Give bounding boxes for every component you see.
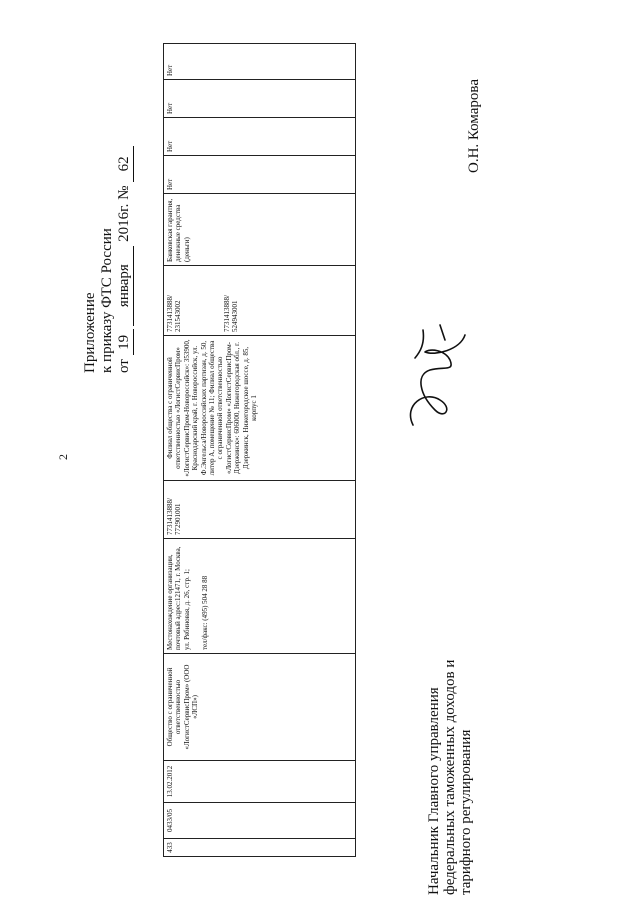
- cell-inn-kpp: 7731413888/ 772901001: [164, 481, 356, 539]
- location-address: Местонахождение организации, почтовый адрес:121471, г. Москва, ул. Рябиновая, д. 26, стр. 1;: [166, 546, 191, 650]
- cell-flag-3: Нет: [164, 80, 356, 118]
- cell-org-name: Общество с ограниченной ответственностью «ЛогистСервисПром» (ООО «ЛСП»): [164, 654, 356, 761]
- signatory-name: О.Н. Комарова: [466, 79, 482, 173]
- appendix-day: 19: [116, 329, 134, 355]
- appendix-month: января: [116, 246, 134, 326]
- branch-inn-kpp-1: 7731413888/ 231543002: [166, 295, 183, 332]
- cell-location: [164, 539, 356, 654]
- cell-flag-1: Нет: [164, 156, 356, 194]
- appendix-order: к приказу ФТС России: [99, 228, 115, 373]
- spacer: [183, 269, 223, 332]
- cell-security: Банковская гарантия, денежные средства (деньги): [164, 194, 356, 266]
- handwritten-signature: [395, 320, 475, 430]
- signatory-title: Начальник Главного управления федеральных таможенных доходов и тарифного регулирования: [426, 659, 474, 895]
- table-row: [164, 44, 356, 857]
- cell-branch-inn-kpp: [164, 266, 356, 336]
- appendix-date-line: [116, 73, 134, 373]
- cell-flag-4: Нет: [164, 44, 356, 80]
- cell-branches: Филиал общества с ограниченной ответственностью «ЛогистСервисПром» «ЛогистСервисПром-Новороссийск»: 353900, Краснодарский край, г. Новороссийск, ул. Ф.Энгельса/Новороссийских партизан, д. 50, литер А, помещение № 11; Филиал общества с ограниченной ответственностью «ЛогистСервисПром» «ЛогистСервисПром-Дзержинск»: 606000, Нижегородская обл., г. Дзержинск, Нижегородское шоссе, д. 85, корпус 1: [164, 336, 356, 481]
- appendix-year: 2016г.: [116, 203, 132, 242]
- appendix-number: 62: [116, 146, 134, 182]
- appendix-header: [82, 73, 134, 373]
- cell-reg-no: 433: [164, 839, 356, 857]
- location-phone: тел/факс: (495) 504 28 88: [201, 575, 210, 650]
- cell-date: 13.02.2012: [164, 761, 356, 803]
- spacer: [191, 542, 201, 650]
- cell-flag-2: Нет: [164, 118, 356, 156]
- appendix-title: Приложение: [82, 292, 98, 373]
- appendix-from: от: [116, 359, 132, 373]
- registry-table: [163, 43, 356, 857]
- page-number: 2: [56, 454, 70, 460]
- appendix-number-sign: №: [116, 185, 132, 200]
- cell-record-no: 0433/05: [164, 803, 356, 839]
- branch-inn-kpp-2: 7731413888/ 524943001: [222, 295, 240, 332]
